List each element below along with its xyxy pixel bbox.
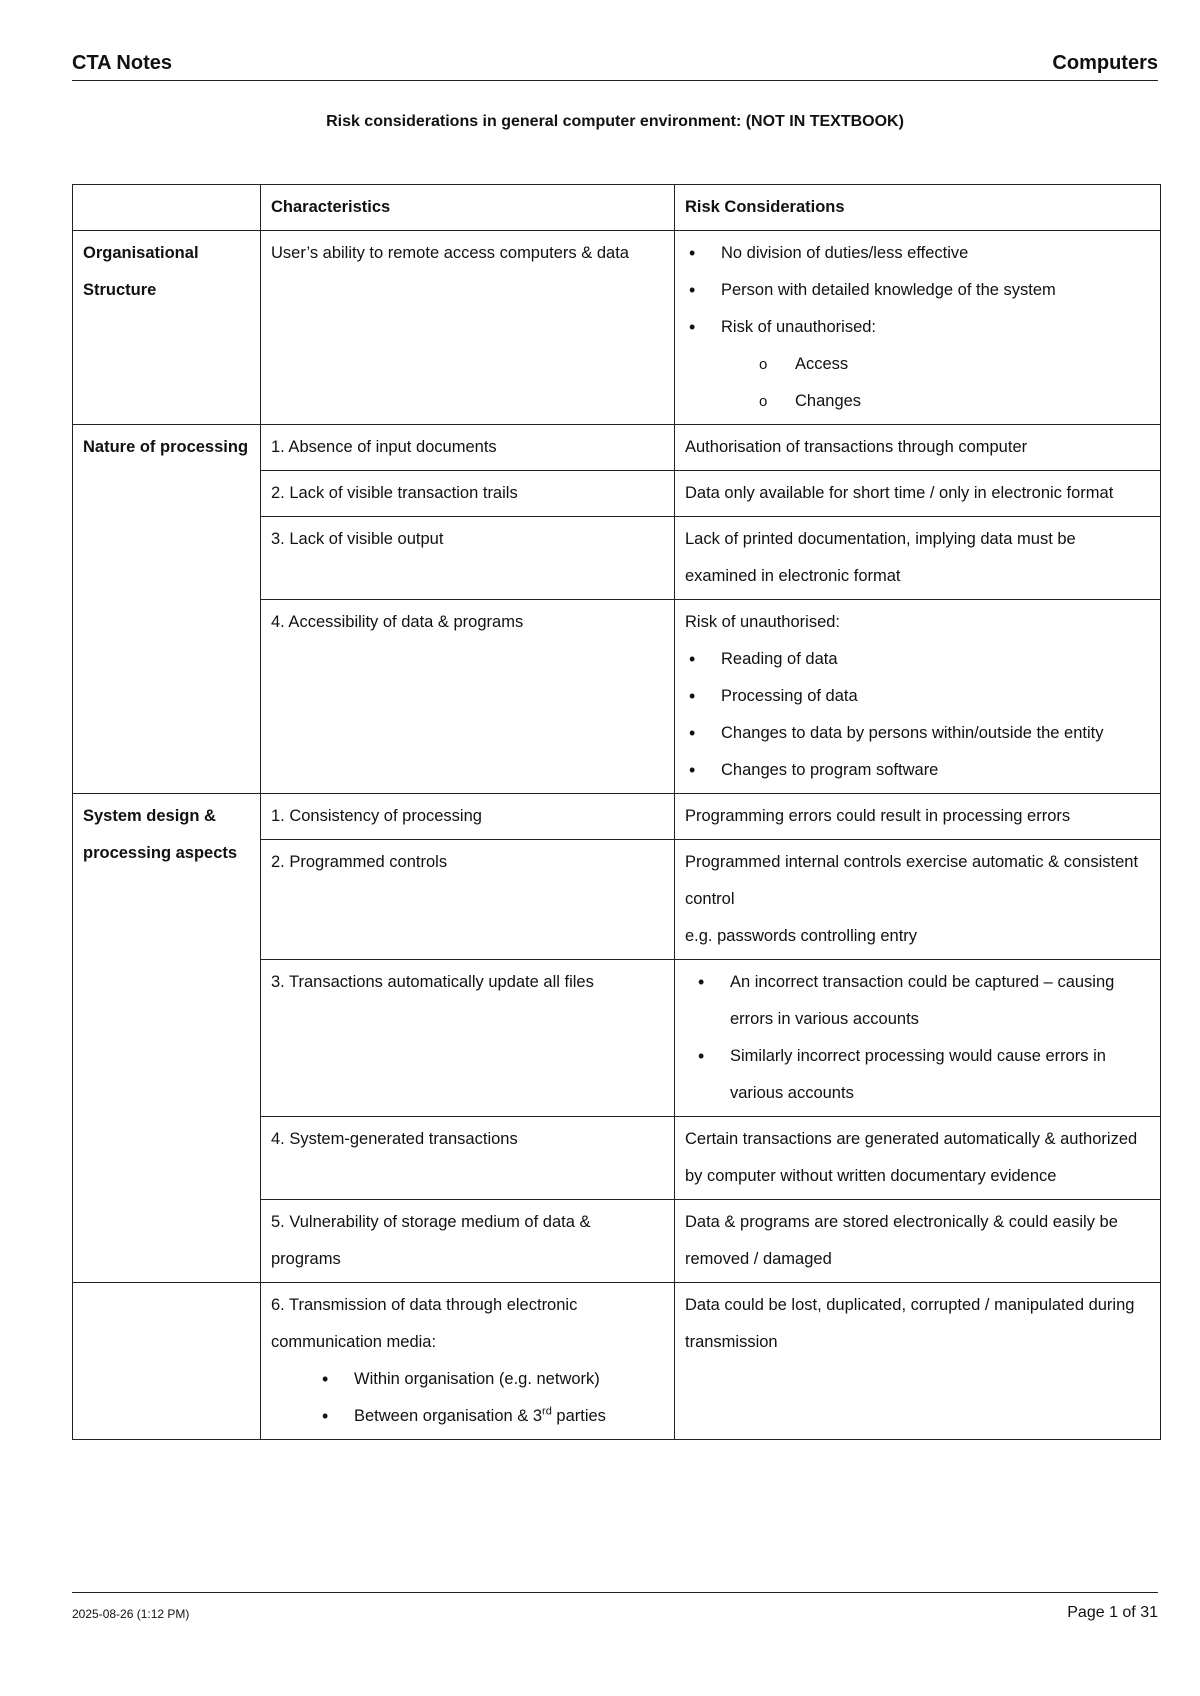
list-item: • An incorrect transaction could be captured – causing errors in various accounts <box>730 964 1150 1038</box>
footer-page-number: Page 1 of 31 <box>1067 1604 1158 1621</box>
list-item: o Changes <box>795 383 1150 420</box>
list-item: • Reading of data <box>721 641 1150 678</box>
characteristic-cell: User’s ability to remote access computers & data <box>261 231 675 425</box>
list-item <box>354 1398 664 1435</box>
risk-example: e.g. passwords controlling entry <box>685 927 918 945</box>
table-row <box>73 425 1161 471</box>
characteristic-cell: 2. Programmed controls <box>261 840 675 960</box>
risk-cell: Programming errors could result in processing errors <box>675 794 1161 840</box>
risk-cell <box>675 231 1161 425</box>
characteristic-cell <box>261 1283 675 1440</box>
characteristic-cell: 2. Lack of visible transaction trails <box>261 471 675 517</box>
list-item: • Similarly incorrect processing would cause errors in various accounts <box>730 1038 1150 1112</box>
risk-cell: Lack of printed documentation, implying data must be examined in electronic format <box>675 517 1161 600</box>
header-left-title: CTA Notes <box>72 52 172 74</box>
header-empty-cell <box>73 185 261 231</box>
list-item-text: parties <box>551 1407 606 1425</box>
category-empty-cell <box>73 1283 261 1440</box>
risk-text: Programmed internal controls exercise automatic & consistent control <box>685 853 1139 908</box>
document-title: Risk considerations in general computer environment: (NOT IN TEXTBOOK) <box>326 113 904 130</box>
characteristic-list <box>271 1361 664 1435</box>
category-system-design: System design & processing aspects <box>73 794 261 1283</box>
characteristic-cell: 3. Transactions automatically update all files <box>261 960 675 1117</box>
list-item: • Risk of unauthorised: <box>721 309 1150 346</box>
list-item: • Changes to program software <box>721 752 1150 789</box>
characteristic-cell: 4. System-generated transactions <box>261 1117 675 1200</box>
category-organisational-structure: Organisational Structure <box>73 231 261 425</box>
table-row <box>73 794 1161 840</box>
list-item-text: Between organisation & 3 <box>354 1407 543 1425</box>
header-characteristics: Characteristics <box>261 185 675 231</box>
ordinal-suffix: rd <box>542 1405 552 1418</box>
list-item: • Processing of data <box>721 678 1150 715</box>
list-item: o Access <box>795 346 1150 383</box>
table-header-row <box>73 185 1161 231</box>
characteristic-cell: 5. Vulnerability of storage medium of data & programs <box>261 1200 675 1283</box>
risk-cell <box>675 960 1161 1117</box>
category-nature-of-processing: Nature of processing <box>73 425 261 794</box>
header-right-title: Computers <box>1052 52 1158 74</box>
characteristic-cell: 1. Consistency of processing <box>261 794 675 840</box>
risk-cell <box>675 840 1161 960</box>
characteristic-cell: 3. Lack of visible output <box>261 517 675 600</box>
header-risk-considerations: Risk Considerations <box>675 185 1161 231</box>
characteristic-intro: 6. Transmission of data through electronic communication media: <box>271 1296 578 1351</box>
list-item: • Within organisation (e.g. network) <box>354 1361 664 1398</box>
risk-cell: Authorisation of transactions through computer <box>675 425 1161 471</box>
characteristic-cell: 4. Accessibility of data & programs <box>261 600 675 794</box>
risk-list <box>685 641 1150 789</box>
page-header <box>72 50 1158 81</box>
list-item: • Person with detailed knowledge of the system <box>721 272 1150 309</box>
sub-risk-list <box>685 346 1150 420</box>
list-item: • No division of duties/less effective <box>721 235 1150 272</box>
risk-intro: Risk of unauthorised: <box>685 613 841 631</box>
table-row <box>73 231 1161 425</box>
risk-cell: Data could be lost, duplicated, corrupted / manipulated during transmission <box>675 1283 1161 1440</box>
risk-table <box>72 184 1161 1440</box>
characteristic-cell: 1. Absence of input documents <box>261 425 675 471</box>
page-footer <box>72 1592 1158 1623</box>
risk-list <box>685 964 1150 1112</box>
table-row <box>73 1283 1161 1440</box>
risk-list <box>685 235 1150 346</box>
risk-cell <box>675 600 1161 794</box>
list-item: • Changes to data by persons within/outside the entity <box>721 715 1150 752</box>
risk-cell: Certain transactions are generated automatically & authorized by computer without written documentary evidence <box>675 1117 1161 1200</box>
risk-cell: Data & programs are stored electronically & could easily be removed / damaged <box>675 1200 1161 1283</box>
risk-cell: Data only available for short time / only in electronic format <box>675 471 1161 517</box>
footer-timestamp: 2025-08-26 (1:12 PM) <box>72 1607 190 1621</box>
